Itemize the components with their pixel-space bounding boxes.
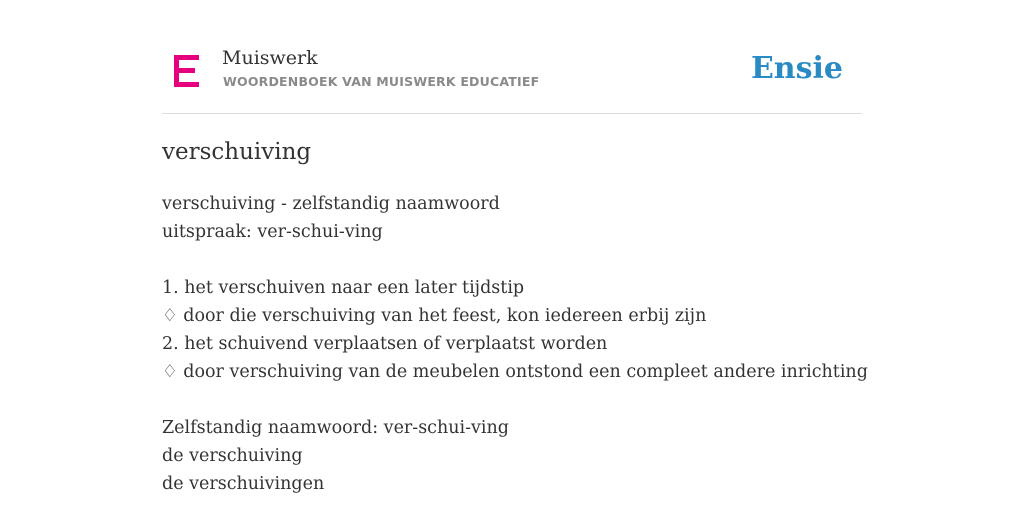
word-type-line: verschuiving - zelfstandig naamwoord [162, 194, 500, 214]
header [162, 0, 862, 114]
example-2: ♢ door verschuiving van de meubelen ontstond een compleet andere inrichting [162, 362, 868, 382]
singular-form: de verschuiving [162, 446, 303, 466]
brand-subtitle: WOORDENBOEK VAN MUISWERK EDUCATIEF [223, 74, 540, 89]
blank-line [162, 386, 862, 414]
ensie-logo[interactable]: Ensie [750, 51, 843, 86]
definition-content [162, 190, 868, 498]
page-title: verschuiving [162, 139, 312, 165]
blank-line [162, 246, 862, 274]
example-1: ♢ door die verschuiving van het feest, kon iedereen erbij zijn [162, 306, 707, 326]
definition-2: 2. het schuivend verplaatsen of verplaatst worden [162, 334, 608, 354]
definition-1: 1. het verschuiven naar een later tijdstip [162, 278, 525, 298]
pronunciation-line: uitspraak: ver-schui-ving [162, 222, 383, 242]
brand-name[interactable]: Muiswerk [222, 47, 318, 69]
hyphenation-line: Zelfstandig naamwoord: ver-schui-ving [162, 418, 509, 438]
plural-form: de verschuivingen [162, 474, 325, 494]
muiswerk-logo-icon[interactable] [174, 55, 199, 87]
